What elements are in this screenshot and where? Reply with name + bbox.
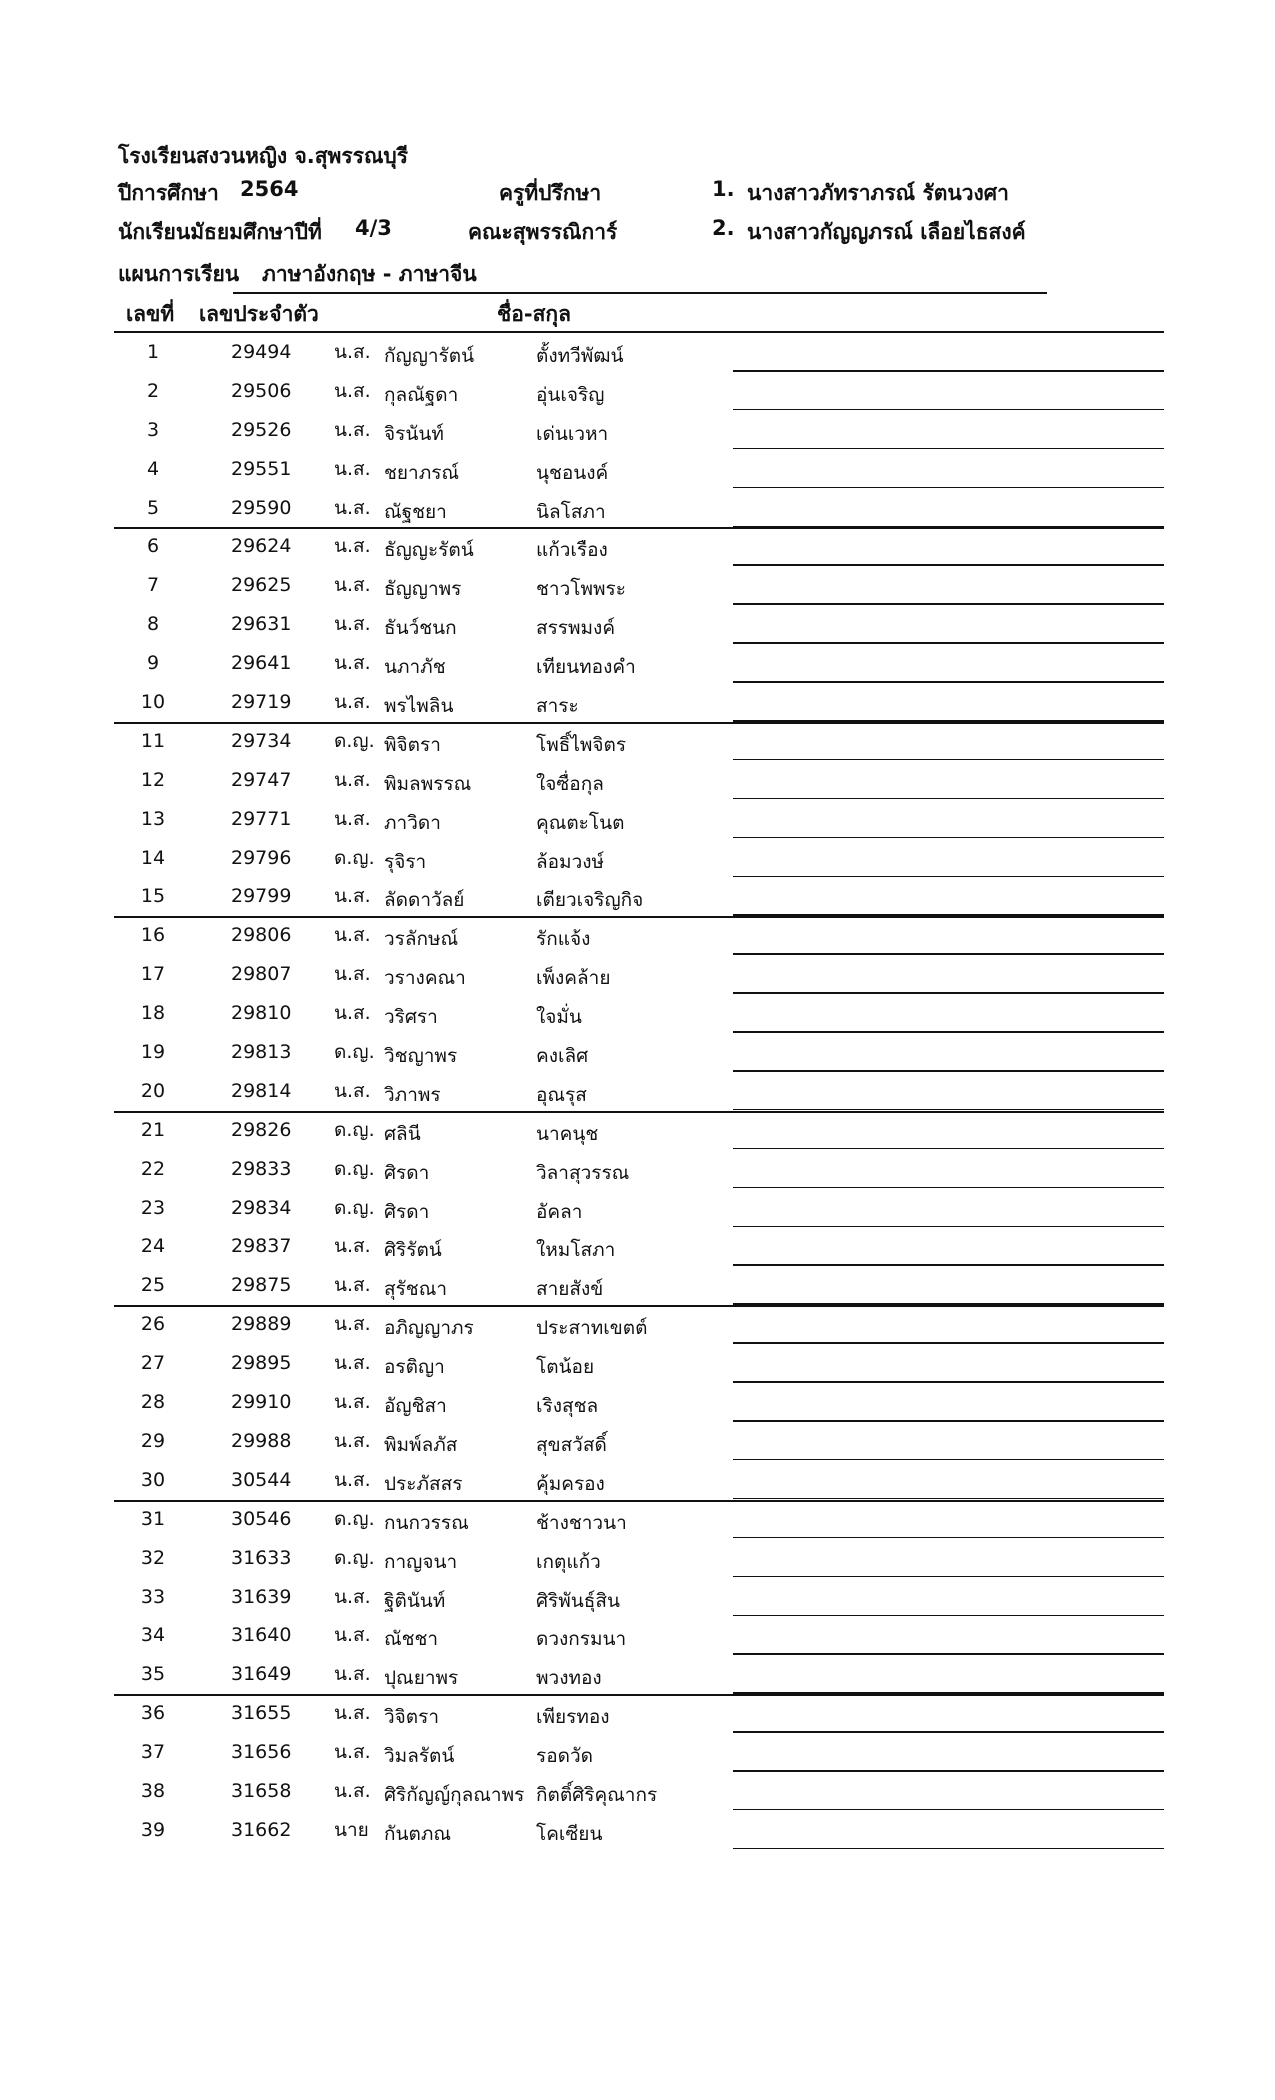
student-title: น.ส. — [334, 924, 371, 947]
student-id: 31639 — [231, 1585, 292, 1608]
student-number: 9 — [146, 652, 160, 675]
student-first-name: กัญญารัตน์ — [384, 345, 475, 367]
student-number: 30 — [140, 1468, 166, 1491]
student-title: น.ส. — [334, 535, 371, 558]
student-number: 17 — [140, 963, 166, 986]
student-title: น.ส. — [334, 574, 371, 597]
student-first-name: ฐิตินันท์ — [384, 1589, 446, 1612]
signature-line — [733, 953, 1164, 955]
table-row — [0, 1073, 1275, 1112]
student-id: 29813 — [231, 1041, 292, 1064]
signature-line — [733, 1148, 1164, 1150]
student-last-name: วิลาสุวรรณ — [536, 1161, 630, 1184]
student-last-name: อัคลา — [536, 1200, 583, 1223]
student-id: 29590 — [231, 496, 292, 519]
student-number: 18 — [140, 1002, 166, 1025]
student-last-name: คุ้มครอง — [536, 1472, 605, 1495]
student-number: 33 — [140, 1585, 166, 1608]
student-number: 11 — [140, 729, 166, 752]
student-last-name: เตียวเจริญกิจ — [536, 889, 644, 912]
academic-year-label: ปีการศึกษา — [118, 181, 219, 205]
student-first-name: ศิริกัญญ์กุลณาพร — [384, 1783, 525, 1806]
table-row — [0, 1345, 1275, 1384]
student-number: 14 — [140, 846, 166, 869]
student-title: น.ส. — [334, 457, 371, 480]
table-row — [0, 1462, 1275, 1501]
student-last-name: ประสาทเขตต์ — [536, 1317, 648, 1340]
student-last-name: โคเซียน — [536, 1822, 603, 1845]
student-first-name: ณัฐชยา — [384, 500, 447, 523]
student-id: 29625 — [231, 574, 292, 597]
student-title: น.ส. — [334, 379, 371, 402]
signature-line — [733, 1731, 1164, 1733]
student-last-name: ดวงกรมนา — [536, 1628, 627, 1651]
student-id: 29506 — [231, 379, 292, 402]
student-title: น.ส. — [334, 963, 371, 986]
student-first-name: ศลินี — [384, 1122, 421, 1145]
student-first-name: ลัดดาวัลย์ — [384, 889, 465, 912]
student-id: 31655 — [231, 1702, 292, 1725]
student-number: 37 — [140, 1741, 166, 1764]
signature-line — [733, 564, 1164, 566]
table-row — [0, 840, 1275, 879]
student-id: 29814 — [231, 1079, 292, 1102]
signature-line — [733, 876, 1164, 878]
plan-underline — [233, 292, 1047, 294]
table-row — [0, 878, 1275, 917]
advisor2-number: 2. — [712, 216, 735, 240]
student-number: 2 — [146, 379, 160, 402]
student-first-name: นภาภัช — [384, 656, 446, 679]
student-id: 29895 — [231, 1352, 292, 1375]
student-title: ด.ญ. — [334, 1196, 375, 1219]
signature-line — [733, 1264, 1164, 1266]
student-last-name: สายสังข์ — [536, 1278, 604, 1301]
student-id: 29826 — [231, 1118, 292, 1141]
student-last-name: เพ็งคล้าย — [536, 967, 611, 990]
student-title: น.ส. — [334, 691, 371, 714]
student-first-name: ธัญญาพร — [384, 578, 462, 601]
student-first-name: กนกวรรณ — [384, 1511, 469, 1534]
student-last-name: แก้วเรือง — [536, 539, 608, 562]
student-last-name: อุณรุส — [536, 1083, 587, 1106]
table-row — [0, 528, 1275, 567]
student-first-name: พรไพลิน — [384, 695, 454, 718]
signature-line — [733, 759, 1164, 761]
student-title: น.ส. — [334, 1313, 371, 1336]
student-title: น.ส. — [334, 1779, 371, 1802]
student-number: 19 — [140, 1041, 166, 1064]
student-id: 29889 — [231, 1313, 292, 1336]
student-number: 6 — [146, 535, 160, 558]
student-number: 12 — [140, 768, 166, 791]
table-row — [0, 723, 1275, 762]
table-row — [0, 995, 1275, 1034]
student-title: ด.ญ. — [334, 729, 375, 752]
student-number: 25 — [140, 1274, 166, 1297]
student-number: 5 — [146, 496, 160, 519]
table-row — [0, 645, 1275, 684]
student-id: 29641 — [231, 652, 292, 675]
table-row — [0, 762, 1275, 801]
student-first-name: พิมพ์ลภัส — [384, 1433, 458, 1456]
signature-line — [733, 1848, 1164, 1850]
student-first-name: ศิรดา — [384, 1161, 430, 1184]
student-number: 3 — [146, 418, 160, 441]
student-number: 31 — [140, 1507, 166, 1530]
student-last-name: ล้อมวงษ์ — [536, 850, 605, 873]
student-number: 32 — [140, 1546, 166, 1569]
table-row — [0, 1306, 1275, 1345]
grade-label: นักเรียนมัธยมศึกษาปีที่ — [118, 220, 322, 244]
student-first-name: ธัญญะรัตน์ — [384, 539, 474, 562]
student-id: 31656 — [231, 1741, 292, 1764]
signature-line — [733, 1537, 1164, 1539]
student-id: 30544 — [231, 1468, 292, 1491]
student-title: น.ส. — [334, 1391, 371, 1414]
table-row — [0, 1501, 1275, 1540]
school-title: โรงเรียนสงวนหญิง จ.สุพรรณบุรี — [118, 144, 409, 168]
student-id: 29834 — [231, 1196, 292, 1219]
student-number: 34 — [140, 1624, 166, 1647]
study-plan-label: แผนการเรียน — [118, 262, 240, 286]
student-last-name: ช้างชาวนา — [536, 1511, 627, 1534]
student-last-name: โพธิ์ไพจิตร — [536, 733, 627, 756]
student-id: 29719 — [231, 691, 292, 714]
student-title: ด.ญ. — [334, 1507, 375, 1530]
student-id: 29988 — [231, 1429, 292, 1452]
student-first-name: พิมลพรรณ — [384, 772, 472, 795]
student-id: 29551 — [231, 457, 292, 480]
table-row — [0, 1190, 1275, 1229]
student-first-name: รุจิรา — [384, 850, 427, 873]
student-last-name: นาคนุช — [536, 1122, 599, 1145]
table-row — [0, 373, 1275, 412]
signature-line — [733, 681, 1164, 683]
signature-line — [733, 370, 1164, 372]
student-title: น.ส. — [334, 1624, 371, 1647]
signature-line — [733, 1187, 1164, 1189]
student-id: 29806 — [231, 924, 292, 947]
student-id: 31658 — [231, 1779, 292, 1802]
student-number: 23 — [140, 1196, 166, 1219]
student-first-name: วริศรา — [384, 1006, 438, 1029]
student-number: 10 — [140, 691, 166, 714]
table-row — [0, 801, 1275, 840]
student-title: ด.ญ. — [334, 1041, 375, 1064]
signature-line — [733, 992, 1164, 994]
student-first-name: ธันว์ชนก — [384, 617, 457, 640]
student-last-name: คงเลิศ — [536, 1045, 589, 1068]
student-last-name: เพียรทอง — [536, 1706, 610, 1729]
student-last-name: ใหมโสภา — [536, 1239, 616, 1262]
signature-line — [733, 409, 1164, 411]
signature-line — [733, 1226, 1164, 1228]
student-last-name: รักแจ้ง — [536, 928, 591, 951]
student-first-name: วิชญาพร — [384, 1045, 458, 1068]
student-number: 8 — [146, 613, 160, 636]
student-id: 31649 — [231, 1663, 292, 1686]
student-number: 16 — [140, 924, 166, 947]
student-title: น.ส. — [334, 1352, 371, 1375]
student-number: 24 — [140, 1235, 166, 1258]
table-row — [0, 606, 1275, 645]
student-last-name: ชาวโพพระ — [536, 578, 626, 601]
student-last-name: อุ่นเจริญ — [536, 383, 605, 406]
student-title: ด.ญ. — [334, 846, 375, 869]
student-first-name: ประภัสสร — [384, 1472, 463, 1495]
student-id: 29799 — [231, 885, 292, 908]
student-last-name: โตน้อย — [536, 1356, 595, 1379]
student-last-name: เกตุแก้ว — [536, 1550, 601, 1573]
student-title: น.ส. — [334, 1585, 371, 1608]
column-header-student-id: เลขประจำตัว — [199, 302, 319, 326]
student-id: 29910 — [231, 1391, 292, 1414]
signature-line — [733, 837, 1164, 839]
signature-line — [733, 642, 1164, 644]
student-first-name: ณัชชา — [384, 1628, 439, 1651]
signature-line — [733, 1031, 1164, 1033]
student-first-name: กาญจนา — [384, 1550, 458, 1573]
student-id: 29631 — [231, 613, 292, 636]
table-row — [0, 490, 1275, 529]
student-last-name: ศิริพันธุ์สิน — [536, 1589, 620, 1612]
student-id: 29526 — [231, 418, 292, 441]
student-title: นาย — [334, 1818, 369, 1841]
faculty-label: คณะสุพรรณิการ์ — [468, 220, 618, 244]
student-number: 39 — [140, 1818, 166, 1841]
student-id: 29833 — [231, 1157, 292, 1180]
table-row — [0, 1695, 1275, 1734]
signature-line — [733, 1615, 1164, 1617]
table-row — [0, 956, 1275, 995]
student-number: 15 — [140, 885, 166, 908]
student-title: น.ส. — [334, 1702, 371, 1725]
signature-line — [733, 1653, 1164, 1655]
student-id: 29837 — [231, 1235, 292, 1258]
advisor2-name: นางสาวกัญญภรณ์ เลือยไธสงค์ — [747, 220, 1026, 244]
student-number: 7 — [146, 574, 160, 597]
student-id: 29875 — [231, 1274, 292, 1297]
student-title: น.ส. — [334, 807, 371, 830]
student-last-name: คุณตะโนต — [536, 811, 625, 834]
student-first-name: อรติญา — [384, 1356, 445, 1379]
signature-line — [733, 1070, 1164, 1072]
student-first-name: ปุณยาพร — [384, 1667, 459, 1690]
student-title: น.ส. — [334, 1235, 371, 1258]
student-title: น.ส. — [334, 1429, 371, 1452]
student-id: 29624 — [231, 535, 292, 558]
student-first-name: กันตภณ — [384, 1822, 451, 1845]
student-number: 4 — [146, 457, 160, 480]
student-last-name: นุชอนงค์ — [536, 461, 609, 484]
student-number: 38 — [140, 1779, 166, 1802]
table-row — [0, 1579, 1275, 1618]
student-id: 29734 — [231, 729, 292, 752]
student-first-name: ศิริรัตน์ — [384, 1239, 442, 1262]
student-title: น.ส. — [334, 341, 371, 363]
student-first-name: ศิรดา — [384, 1200, 430, 1223]
student-title: น.ส. — [334, 613, 371, 636]
table-row — [0, 1617, 1275, 1656]
student-title: น.ส. — [334, 1468, 371, 1491]
student-last-name: สาระ — [536, 695, 579, 718]
student-first-name: วรางคณา — [384, 967, 466, 990]
student-id: 29807 — [231, 963, 292, 986]
student-first-name: อัญชิสา — [384, 1395, 447, 1418]
table-row — [0, 567, 1275, 606]
table-row — [0, 1034, 1275, 1073]
table-row — [0, 1267, 1275, 1306]
student-title: น.ส. — [334, 1663, 371, 1686]
student-last-name: เริงสุชล — [536, 1395, 599, 1418]
student-number: 27 — [140, 1352, 166, 1375]
column-header-name: ชื่อ-สกุล — [497, 302, 571, 326]
student-id: 31662 — [231, 1818, 292, 1841]
student-title: น.ส. — [334, 1274, 371, 1297]
student-first-name: วิภาพร — [384, 1083, 441, 1106]
column-header-number: เลขที่ — [126, 302, 175, 326]
student-number: 22 — [140, 1157, 166, 1180]
table-row — [0, 334, 1275, 373]
table-row — [0, 1151, 1275, 1190]
signature-line — [733, 1381, 1164, 1383]
student-first-name: จิรนันท์ — [384, 422, 444, 445]
student-last-name: นิลโสภา — [536, 500, 606, 523]
student-title: ด.ญ. — [334, 1118, 375, 1141]
student-last-name: สรรพมงค์ — [536, 617, 616, 640]
signature-line — [733, 1420, 1164, 1422]
student-first-name: วรลักษณ์ — [384, 928, 459, 951]
student-number: 29 — [140, 1429, 166, 1452]
table-row — [0, 1228, 1275, 1267]
student-title: น.ส. — [334, 1741, 371, 1764]
signature-line — [733, 1342, 1164, 1344]
student-number: 21 — [140, 1118, 166, 1141]
student-id: 29747 — [231, 768, 292, 791]
signature-line — [733, 1770, 1164, 1772]
table-row — [0, 917, 1275, 956]
student-title: น.ส. — [334, 418, 371, 441]
signature-line — [733, 1459, 1164, 1461]
advisor1-name: นางสาวภัทราภรณ์ รัตนวงศา — [747, 181, 1009, 205]
student-id: 29810 — [231, 1002, 292, 1025]
student-list — [0, 334, 1275, 1851]
student-first-name: วิจิตรา — [384, 1706, 440, 1729]
student-last-name: ใจซื่อกุล — [536, 772, 604, 795]
student-id: 30546 — [231, 1507, 292, 1530]
study-plan-value: ภาษาอังกฤษ - ภาษาจีน — [262, 262, 477, 286]
student-last-name: รอดวัด — [536, 1745, 593, 1768]
student-last-name: ตั้งทวีพัฒน์ — [536, 345, 624, 367]
student-last-name: พวงทอง — [536, 1667, 602, 1690]
student-last-name: สุขสวัสดิ์ — [536, 1433, 607, 1456]
student-title: ด.ญ. — [334, 1157, 375, 1180]
student-id: 29494 — [231, 341, 292, 363]
signature-line — [733, 603, 1164, 605]
table-row — [0, 451, 1275, 490]
student-first-name: พิจิตรา — [384, 733, 441, 756]
table-row — [0, 1734, 1275, 1773]
table-row — [0, 1812, 1275, 1851]
student-title: น.ส. — [334, 496, 371, 519]
student-title: น.ส. — [334, 885, 371, 908]
student-title: น.ส. — [334, 1002, 371, 1025]
student-id: 29796 — [231, 846, 292, 869]
signature-line — [733, 1809, 1164, 1811]
student-title: น.ส. — [334, 1079, 371, 1102]
student-last-name: เทียนทองคำ — [536, 656, 636, 679]
student-number: 1 — [146, 341, 160, 363]
student-first-name: อภิญญาภร — [384, 1317, 474, 1340]
signature-line — [733, 448, 1164, 450]
student-number: 35 — [140, 1663, 166, 1686]
grade-value: 4/3 — [355, 216, 392, 240]
student-last-name: กิตติ์ศิริคุณากร — [536, 1783, 658, 1806]
student-first-name: ภาวิดา — [384, 811, 441, 834]
advisor-label: ครูที่ปรึกษา — [499, 181, 602, 205]
student-title: น.ส. — [334, 768, 371, 791]
student-number: 26 — [140, 1313, 166, 1336]
student-last-name: เด่นเวหา — [536, 422, 609, 445]
student-title: ด.ญ. — [334, 1546, 375, 1569]
student-id: 31633 — [231, 1546, 292, 1569]
student-first-name: กุลณัฐดา — [384, 383, 459, 406]
student-last-name: ใจมั่น — [536, 1006, 582, 1029]
table-row — [0, 1384, 1275, 1423]
student-number: 28 — [140, 1391, 166, 1414]
table-header-divider — [114, 331, 1164, 333]
signature-line — [733, 1576, 1164, 1578]
table-row — [0, 1656, 1275, 1695]
table-row — [0, 1540, 1275, 1579]
table-row — [0, 412, 1275, 451]
advisor1-number: 1. — [712, 177, 735, 201]
table-row — [0, 1112, 1275, 1151]
student-first-name: วิมลรัตน์ — [384, 1745, 455, 1768]
table-row — [0, 684, 1275, 723]
student-id: 31640 — [231, 1624, 292, 1647]
signature-line — [733, 798, 1164, 800]
student-title: น.ส. — [334, 652, 371, 675]
student-first-name: สุรัชณา — [384, 1278, 447, 1301]
student-number: 36 — [140, 1702, 166, 1725]
signature-line — [733, 487, 1164, 489]
table-row — [0, 1773, 1275, 1812]
academic-year-value: 2564 — [240, 177, 299, 201]
student-number: 20 — [140, 1079, 166, 1102]
student-number: 13 — [140, 807, 166, 830]
table-row — [0, 1423, 1275, 1462]
student-id: 29771 — [231, 807, 292, 830]
student-first-name: ชยาภรณ์ — [384, 461, 460, 484]
